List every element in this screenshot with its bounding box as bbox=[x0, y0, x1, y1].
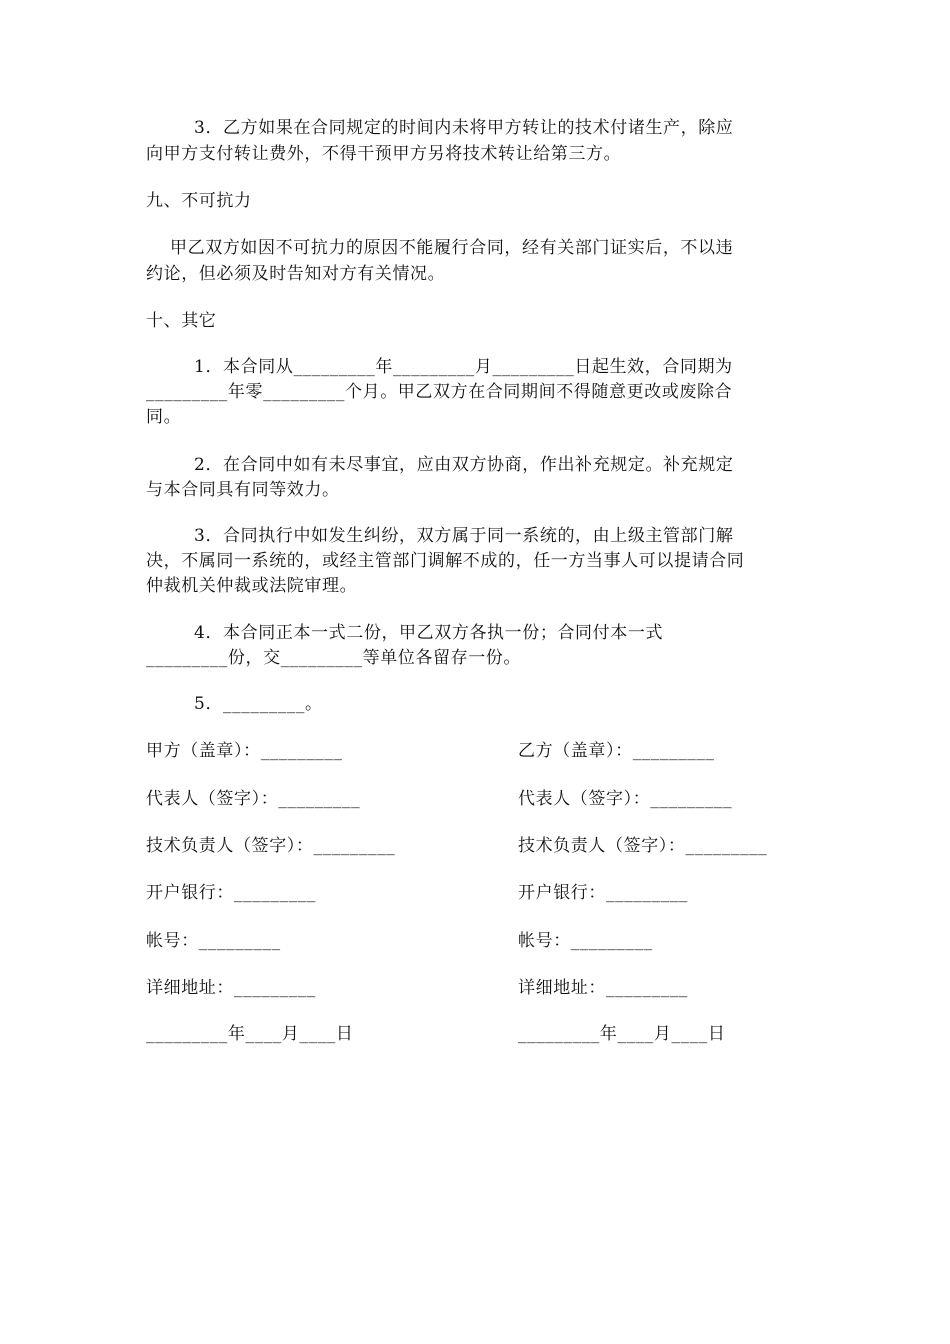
party-a-tech-lead: 技术负责人（签字）：_________ bbox=[146, 836, 396, 856]
paragraph-10-1-line-3: 同。 bbox=[146, 407, 182, 427]
paragraph-10-3-line-1: 3．合同执行中如发生纠纷，双方属于同一系统的，由上级主管部门解 bbox=[146, 526, 734, 546]
paragraph-9-line-2: 约论，但必须及时告知对方有关情况。 bbox=[146, 264, 446, 284]
party-b-bank: 开户银行：_________ bbox=[518, 883, 688, 903]
party-a-seal: 甲方（盖章）：_________ bbox=[146, 741, 343, 761]
paragraph-10-1-line-2: _________年零_________个月。甲乙双方在合同期间不得随意更改或废除合 bbox=[146, 382, 733, 402]
section-heading-10: 十、其它 bbox=[146, 311, 217, 331]
paragraph-10-2-line-2: 与本合同具有同等效力。 bbox=[146, 480, 340, 500]
party-a-date: _________年____月____日 bbox=[146, 1024, 354, 1044]
party-b-account: 帐号：_________ bbox=[518, 931, 653, 951]
party-b-tech-lead: 技术负责人（签字）：_________ bbox=[518, 836, 768, 856]
party-b-seal: 乙方（盖章）：_________ bbox=[518, 741, 715, 761]
paragraph-10-5: 5．_________。 bbox=[146, 694, 323, 714]
party-b-representative: 代表人（签字）：_________ bbox=[518, 789, 733, 809]
paragraph-10-3-line-3: 仲裁机关仲裁或法院审理。 bbox=[146, 576, 358, 596]
paragraph-10-4-line-1: 4．本合同正本一式二份，甲乙双方各执一份；合同付本一式 bbox=[146, 623, 664, 643]
paragraph-10-1-line-1: 1．本合同从_________年_________月_________日起生效，合同期为 bbox=[146, 357, 733, 377]
paragraph-8-3-line-2: 向甲方支付转让费外，不得干预甲方另将技术转让给第三方。 bbox=[146, 144, 622, 164]
paragraph-10-3-line-2: 决，不属同一系统的，或经主管部门调解不成的，任一方当事人可以提请合同 bbox=[146, 551, 745, 571]
party-a-account: 帐号：_________ bbox=[146, 931, 281, 951]
paragraph-10-2-line-1: 2．在合同中如有未尽事宜，应由双方协商，作出补充规定。补充规定 bbox=[146, 455, 734, 475]
party-b-address: 详细地址：_________ bbox=[518, 978, 688, 998]
party-b-date: _________年____月____日 bbox=[518, 1024, 726, 1044]
party-a-address: 详细地址：_________ bbox=[146, 978, 316, 998]
paragraph-9-line-1: 甲乙双方如因不可抗力的原因不能履行合同，经有关部门证实后，不以违 bbox=[146, 238, 734, 258]
party-a-bank: 开户银行：_________ bbox=[146, 883, 316, 903]
section-heading-9: 九、不可抗力 bbox=[146, 191, 252, 211]
party-a-representative: 代表人（签字）：_________ bbox=[146, 789, 361, 809]
paragraph-10-4-line-2: _________份，交_________等单位各留存一份。 bbox=[146, 648, 521, 668]
paragraph-8-3-line-1: 3．乙方如果在合同规定的时间内未将甲方转让的技术付诸生产，除应 bbox=[146, 118, 734, 138]
